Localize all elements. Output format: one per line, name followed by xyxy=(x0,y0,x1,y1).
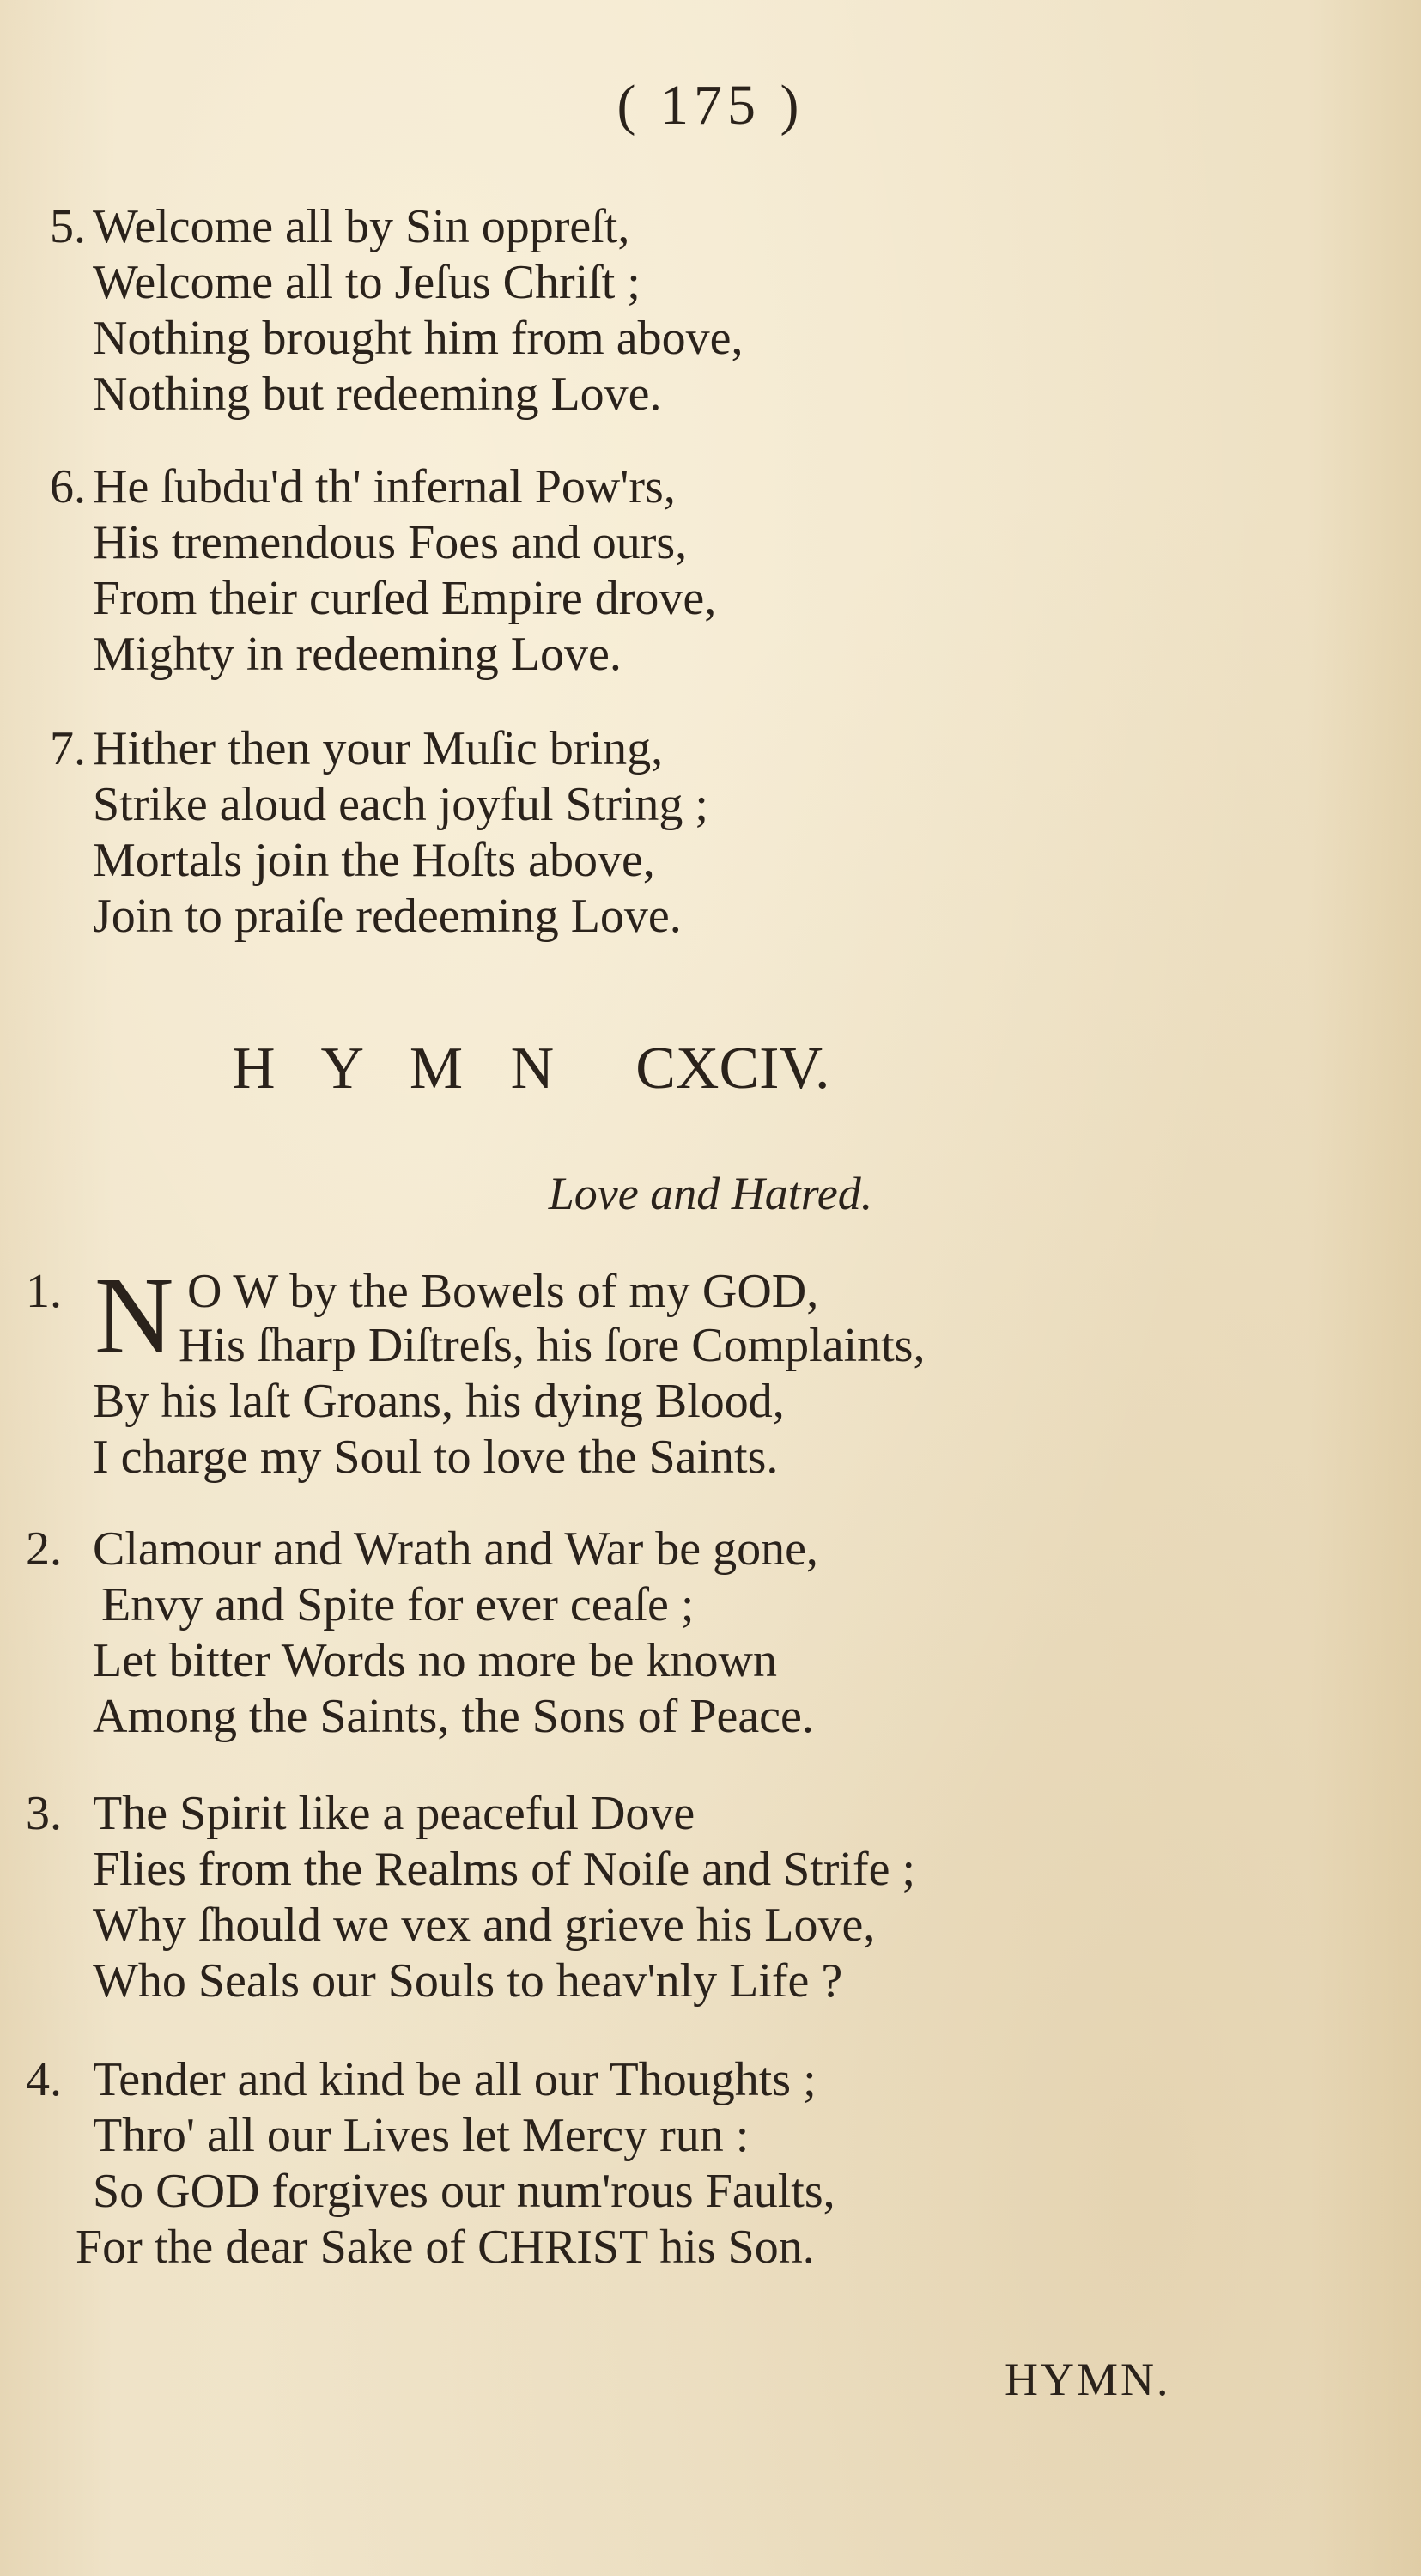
stanza-number: 2. xyxy=(26,1522,62,1576)
stanza-line: Welcome all to Jeſus Chriſt ; xyxy=(93,256,641,309)
stanza-line: From their curſed Empire drove, xyxy=(93,572,717,625)
stanza-line: By his laſt Groans, his dying Blood, xyxy=(93,1375,785,1428)
hymn-title-word: H Y M N xyxy=(232,1036,555,1102)
stanza-number: 1. xyxy=(26,1265,62,1318)
stanza-line: Mighty in redeeming Love. xyxy=(93,628,622,681)
stanza-number: 6. xyxy=(50,460,86,513)
hymn-title-numeral: CXCIV. xyxy=(635,1036,830,1102)
page-number: ( 175 ) xyxy=(616,74,805,137)
stanza-line: His ſharp Diſtreſs, his ſore Complaints, xyxy=(179,1319,926,1372)
stanza-number: 3. xyxy=(26,1787,62,1840)
stanza-line: Join to praiſe redeeming Love. xyxy=(93,890,682,943)
stanza-line: Welcome all by Sin oppreſt, xyxy=(93,200,630,253)
stanza-line: Thro' all our Lives let Mercy run : xyxy=(93,2109,750,2162)
stanza-line: So GOD forgives our num'rous Faults, xyxy=(93,2165,835,2218)
hymn-subtitle: Love and Hatred. xyxy=(548,1168,873,1219)
stanza-line: He ſubdu'd th' infernal Pow'rs, xyxy=(93,460,676,513)
stanza-line: Hither then your Muſic bring, xyxy=(93,722,664,775)
stanza-number: 4. xyxy=(26,2053,62,2106)
stanza-line: Let bitter Words no more be known xyxy=(93,1634,777,1687)
stanza-line: Clamour and Wrath and War be gone, xyxy=(93,1522,818,1576)
stanza-line: Nothing but redeeming Love. xyxy=(93,368,662,421)
stanza-line: Who Seals our Souls to heav'nly Life ? xyxy=(93,1954,843,2008)
stanza-number: 5. xyxy=(50,200,86,253)
stanza-line: Strike aloud each joyful String ; xyxy=(93,778,708,831)
stanza-line: I charge my Soul to love the Saints. xyxy=(93,1431,779,1484)
stanza-number: 7. xyxy=(50,722,86,775)
stanza-line: Nothing brought him from above, xyxy=(93,312,744,365)
hymn-title xyxy=(232,1035,829,1103)
stanza-line: For the dear Sake of CHRIST his Son. xyxy=(76,2221,815,2274)
stanza-line: Envy and Spite for ever ceaſe ; xyxy=(101,1578,695,1631)
stanza-line: Why ſhould we vex and grieve his Love, xyxy=(93,1899,876,1952)
drop-cap: N xyxy=(94,1255,174,1376)
stanza-line: The Spirit like a peaceful Dove xyxy=(93,1787,695,1840)
stanza-line: His tremendous Foes and ours, xyxy=(93,516,688,569)
stanza-line: O W by the Bowels of my GOD, xyxy=(187,1265,819,1318)
stanza-line: Mortals join the Hoſts above, xyxy=(93,834,655,887)
catchword: HYMN. xyxy=(1005,2354,1171,2405)
stanza-line: Tender and kind be all our Thoughts ; xyxy=(93,2053,817,2106)
stanza-line: Flies from the Realms of Noiſe and Strife ; xyxy=(93,1843,916,1896)
stanza-line: Among the Saints, the Sons of Peace. xyxy=(93,1690,814,1743)
